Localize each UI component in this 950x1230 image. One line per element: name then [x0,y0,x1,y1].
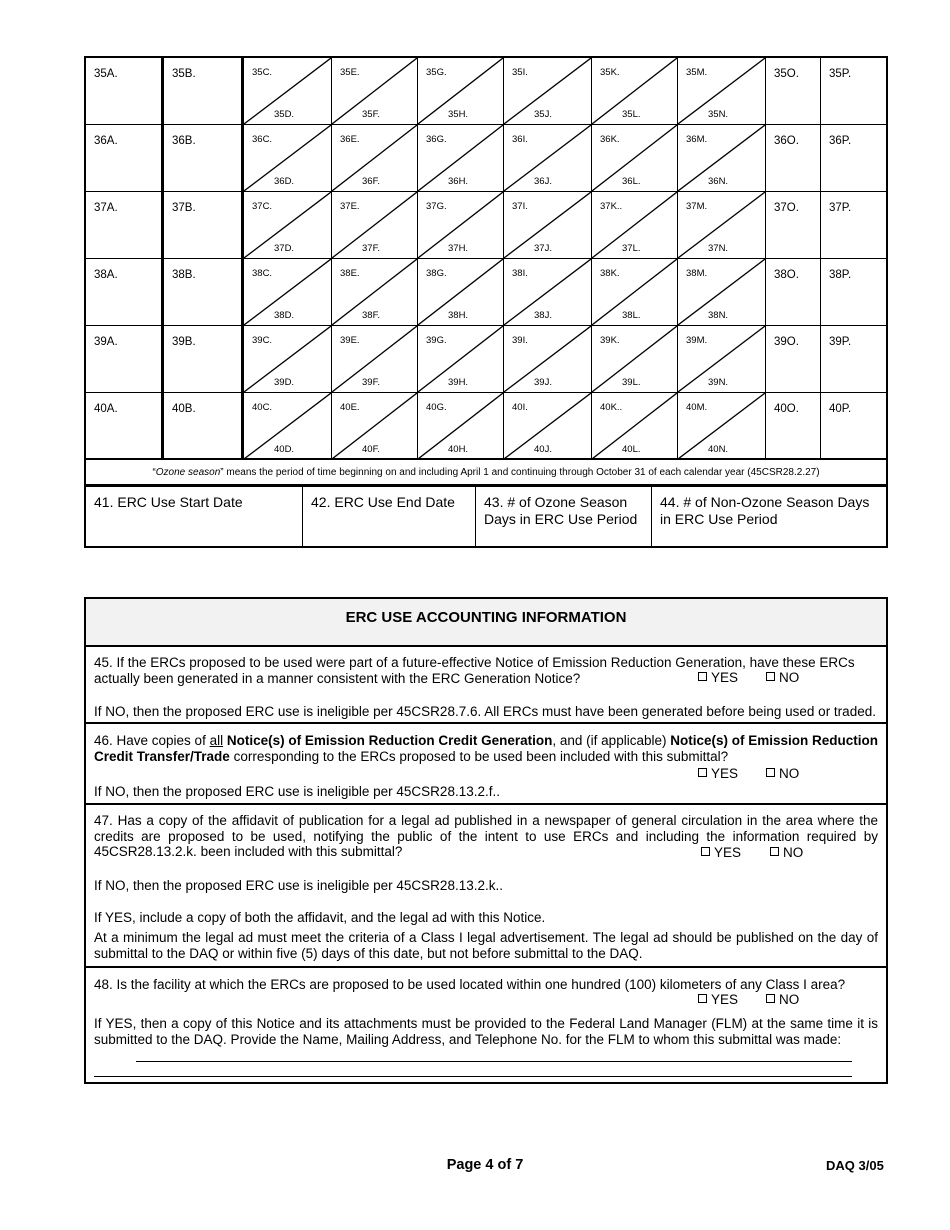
cell-label: 38P. [829,269,852,281]
split-cell[interactable] [332,393,418,460]
cell-label-top: 37E. [340,201,360,212]
grid-cell[interactable] [821,125,886,192]
cell-label: 36A. [94,135,118,147]
cell-label: 39A. [94,336,118,348]
q47-note-minimum: At a minimum the legal ad must meet the criteria of a Class I legal advertisement. The legal ad should be published on the day of submittal to the DAQ or within five (5) days of this date, but not before submittal to the DAQ. [94,930,878,961]
grid-cell[interactable] [766,326,821,393]
erc-use-period-fields [84,487,888,548]
cell-label-bottom: 39N. [708,377,729,388]
cell-label-bottom: 35H. [448,109,469,120]
cell-label-bottom: 40F. [362,444,380,455]
split-cell[interactable] [332,259,418,326]
cell-label-top: 35K. [600,67,620,78]
cell-label-bottom: 38N. [708,310,729,321]
split-cell[interactable] [332,58,418,125]
question-48 [86,968,886,1082]
grid-cell[interactable] [766,192,821,259]
cell-label-bottom: 38L. [622,310,641,321]
checkbox-icon [701,847,710,856]
cell-label: 36B. [172,135,196,147]
grid-row [86,125,886,192]
question-47 [86,805,886,968]
split-cell[interactable] [418,125,504,192]
split-cell[interactable] [504,192,592,259]
cell-label-bottom: 37H. [448,243,469,254]
checkbox-icon [698,768,707,777]
cell-label-top: 37M. [686,201,708,212]
cell-label: 37B. [172,202,196,214]
field-44-non-ozone-season-days[interactable]: 44. # of Non-Ozone Season Days in ERC Use Period [660,494,870,527]
erc-data-grid [84,56,888,460]
split-cell[interactable] [418,58,504,125]
q47-text: 47. Has a copy of the affidavit of publication for a legal ad published in a newspaper of general circulation in the area where the credits are proposed to be used, notifying the public of the intent to use ERCs and including the information required by 45CSR28.13.2.k. been included with this submittal? [94,813,878,859]
q48-yes-checkbox[interactable]: YES [698,992,738,1008]
cell-label-top: 37K.. [600,201,623,212]
q47-yes-checkbox[interactable]: YES [701,845,741,861]
cell-label: 39B. [172,336,196,348]
q46-text: 46. Have copies of all Notice(s) of Emission Reduction Credit Generation, and (if applicable) Notice(s) of Emission Reduction Credit Transfer/Trade corresponding to the ERCs proposed to be used been included with this submittal? [94,733,879,764]
cell-label-bottom: 37N. [708,243,729,254]
q48-no-checkbox[interactable]: NO [766,992,799,1008]
split-cell[interactable] [418,192,504,259]
cell-label: 38A. [94,269,118,281]
split-cell[interactable] [418,393,504,460]
split-cell[interactable] [678,58,766,125]
cell-label-bottom: 37F. [362,243,380,254]
form-revision: DAQ 3/05 [826,1158,884,1173]
grid-cell[interactable] [86,259,164,326]
cell-label-top: 35C. [252,67,273,78]
split-cell[interactable] [592,58,678,125]
cell-label-top: 38C. [252,268,273,279]
split-cell[interactable] [504,125,592,192]
cell-label-bottom: 40J. [534,444,552,455]
grid-cell[interactable] [86,192,164,259]
cell-label-bottom: 36L. [622,176,641,187]
q45-yes-checkbox[interactable]: YES [698,670,738,686]
grid-cell[interactable] [164,259,244,326]
cell-label-top: 38I. [512,268,528,279]
grid-cell[interactable] [86,125,164,192]
cell-label-top: 39E. [340,335,360,346]
ozone-season-term: Ozone season [155,467,221,478]
cell-label: 38O. [774,269,799,281]
cell-label: 36O. [774,135,799,147]
checkbox-icon [698,672,707,681]
grid-cell[interactable] [766,259,821,326]
cell-label-top: 37I. [512,201,528,212]
cell-label: 40A. [94,403,118,415]
cell-label-bottom: 35J. [534,109,552,120]
split-cell[interactable] [678,393,766,460]
grid-cell[interactable] [86,58,164,125]
cell-label-bottom: 39L. [622,377,641,388]
q45-note: If NO, then the proposed ERC use is ineligible per 45CSR28.7.6. All ERCs must have been generated before being used or traded. [94,704,876,719]
cell-label-bottom: 39H. [448,377,469,388]
split-cell[interactable] [332,326,418,393]
ozone-season-definition: “Ozone season” means the period of time beginning on and including April 1 and continuing through October 31 of each calendar year (45CSR28.2.27) [84,460,888,487]
cell-label-top: 40M. [686,402,708,413]
grid-cell[interactable] [164,192,244,259]
cell-label-bottom: 36H. [448,176,469,187]
cell-label-top: 38E. [340,268,360,279]
cell-label: 37O. [774,202,799,214]
question-46 [86,724,886,805]
cell-label-top: 38K. [600,268,620,279]
grid-cell[interactable] [821,259,886,326]
q47-note-no: If NO, then the proposed ERC use is ineligible per 45CSR28.13.2.k.. [94,878,503,893]
cell-label-bottom: 38J. [534,310,552,321]
split-cell[interactable] [592,192,678,259]
split-cell[interactable] [332,192,418,259]
page-number: Page 4 of 7 [446,1157,524,1173]
checkbox-icon [766,768,775,777]
cell-label-top: 35I. [512,67,528,78]
split-cell[interactable] [504,259,592,326]
cell-label-top: 40I. [512,402,528,413]
cell-label-top: 37C. [252,201,273,212]
grid-cell[interactable] [821,326,886,393]
cell-label-top: 38G. [426,268,447,279]
q47-no-checkbox[interactable]: NO [770,845,803,861]
split-cell[interactable] [418,259,504,326]
split-cell[interactable] [244,125,332,192]
cell-label: 35P. [829,68,852,80]
grid-row [86,393,886,460]
grid-cell[interactable] [821,192,886,259]
cell-label-top: 39K. [600,335,620,346]
split-cell[interactable] [244,259,332,326]
cell-label-bottom: 40H. [448,444,469,455]
cell-label-bottom: 38F. [362,310,380,321]
cell-label-bottom: 40N. [708,444,729,455]
grid-cell[interactable] [86,393,164,460]
checkbox-icon [766,994,775,1003]
split-cell[interactable] [244,192,332,259]
cell-label: 35B. [172,68,196,80]
grid-cell[interactable] [821,58,886,125]
q46-no-checkbox[interactable]: NO [766,766,799,782]
cell-label-bottom: 40D. [274,444,295,455]
cell-label-top: 40G. [426,402,447,413]
cell-label-bottom: 36F. [362,176,380,187]
flm-info-line-2[interactable] [94,1076,852,1077]
cell-label-top: 40E. [340,402,360,413]
cell-label-bottom: 39J. [534,377,552,388]
cell-label-top: 38M. [686,268,708,279]
cell-label-bottom: 38H. [448,310,469,321]
grid-cell[interactable] [766,125,821,192]
cell-label-bottom: 39F. [362,377,380,388]
split-cell[interactable] [244,58,332,125]
cell-label-bottom: 36N. [708,176,729,187]
checkbox-icon [698,994,707,1003]
grid-cell[interactable] [86,326,164,393]
cell-label: 36P. [829,135,852,147]
q48-text: 48. Is the facility at which the ERCs are proposed to be used located within one hundred (100) kilometers of any Class I area? [94,977,846,992]
field-41-erc-use-start-date[interactable]: 41. ERC Use Start Date [86,487,303,546]
cell-label-top: 36K. [600,134,620,145]
field-43-ozone-season-days[interactable]: 43. # of Ozone Season Days in ERC Use Period [476,487,652,546]
split-cell[interactable] [592,326,678,393]
cell-label-top: 39C. [252,335,273,346]
cell-label-bottom: 37L. [622,243,641,254]
cell-label-top: 36E. [340,134,360,145]
cell-label-top: 36C. [252,134,273,145]
split-cell[interactable] [244,326,332,393]
split-cell[interactable] [244,393,332,460]
cell-label-top: 39M. [686,335,708,346]
erc-use-accounting-section [84,597,888,1084]
grid-row [86,58,886,125]
cell-label-top: 35E. [340,67,360,78]
checkbox-icon [770,847,779,856]
q45-text: 45. If the ERCs proposed to be used were part of a future-effective Notice of Emission Reduction Generation, have these ERCs actually been generated in a manner consistent with the ERC Generation Notice? [94,655,855,686]
cell-label-top: 36I. [512,134,528,145]
cell-label: 40B. [172,403,196,415]
cell-label: 40O. [774,403,799,415]
cell-label-top: 40K.. [600,402,623,413]
grid-cell[interactable] [164,125,244,192]
grid-row [86,326,886,393]
section-title: ERC USE ACCOUNTING INFORMATION [86,599,886,647]
cell-label-top: 40C. [252,402,273,413]
cell-label: 40P. [829,403,852,415]
cell-label-bottom: 35N. [708,109,729,120]
q45-no-checkbox[interactable]: NO [766,670,799,686]
cell-label-bottom: 35D. [274,109,295,120]
cell-label-top: 37G. [426,201,447,212]
grid-row [86,259,886,326]
field-42-erc-use-end-date[interactable]: 42. ERC Use End Date [303,487,476,546]
cell-label-bottom: 37J. [534,243,552,254]
split-cell[interactable] [592,125,678,192]
cell-label: 35A. [94,68,118,80]
grid-cell[interactable] [164,58,244,125]
grid-row [86,192,886,259]
split-cell[interactable] [332,125,418,192]
cell-label-bottom: 37D. [274,243,295,254]
cell-label: 39P. [829,336,852,348]
grid-cell[interactable] [821,393,886,460]
checkbox-icon [766,672,775,681]
q47-note-yes: If YES, include a copy of both the affidavit, and the legal ad with this Notice. [94,910,546,925]
cell-label-bottom: 39D. [274,377,295,388]
split-cell[interactable] [504,393,592,460]
cell-label-bottom: 35L. [622,109,641,120]
cell-label: 37A. [94,202,118,214]
q46-yes-checkbox[interactable]: YES [698,766,738,782]
split-cell[interactable] [678,192,766,259]
cell-label-top: 35G. [426,67,447,78]
cell-label-bottom: 35F. [362,109,380,120]
split-cell[interactable] [592,259,678,326]
cell-label-top: 36G. [426,134,447,145]
cell-label-bottom: 36J. [534,176,552,187]
split-cell[interactable] [678,259,766,326]
flm-info-line-1[interactable] [136,1061,852,1062]
cell-label: 37P. [829,202,852,214]
split-cell[interactable] [504,326,592,393]
cell-label-top: 39G. [426,335,447,346]
grid-cell[interactable] [164,326,244,393]
cell-label: 38B. [172,269,196,281]
grid-cell[interactable] [766,393,821,460]
cell-label-bottom: 36D. [274,176,295,187]
cell-label: 39O. [774,336,799,348]
cell-label-top: 39I. [512,335,528,346]
grid-cell[interactable] [766,58,821,125]
split-cell[interactable] [504,58,592,125]
split-cell[interactable] [678,125,766,192]
split-cell[interactable] [592,393,678,460]
cell-label: 35O. [774,68,799,80]
split-cell[interactable] [418,326,504,393]
grid-cell[interactable] [164,393,244,460]
cell-label-bottom: 40L. [622,444,641,455]
question-45 [86,647,886,724]
q46-note: If NO, then the proposed ERC use is ineligible per 45CSR28.13.2.f.. [94,784,500,799]
cell-label-top: 35M. [686,67,708,78]
split-cell[interactable] [678,326,766,393]
q48-note: If YES, then a copy of this Notice and its attachments must be provided to the Federal Land Manager (FLM) at the same time it is submitted to the DAQ. Provide the Name, Mailing Address, and Telephone No. for the FLM to whom this submittal was made: [94,1016,878,1047]
cell-label-top: 36M. [686,134,708,145]
cell-label-bottom: 38D. [274,310,295,321]
